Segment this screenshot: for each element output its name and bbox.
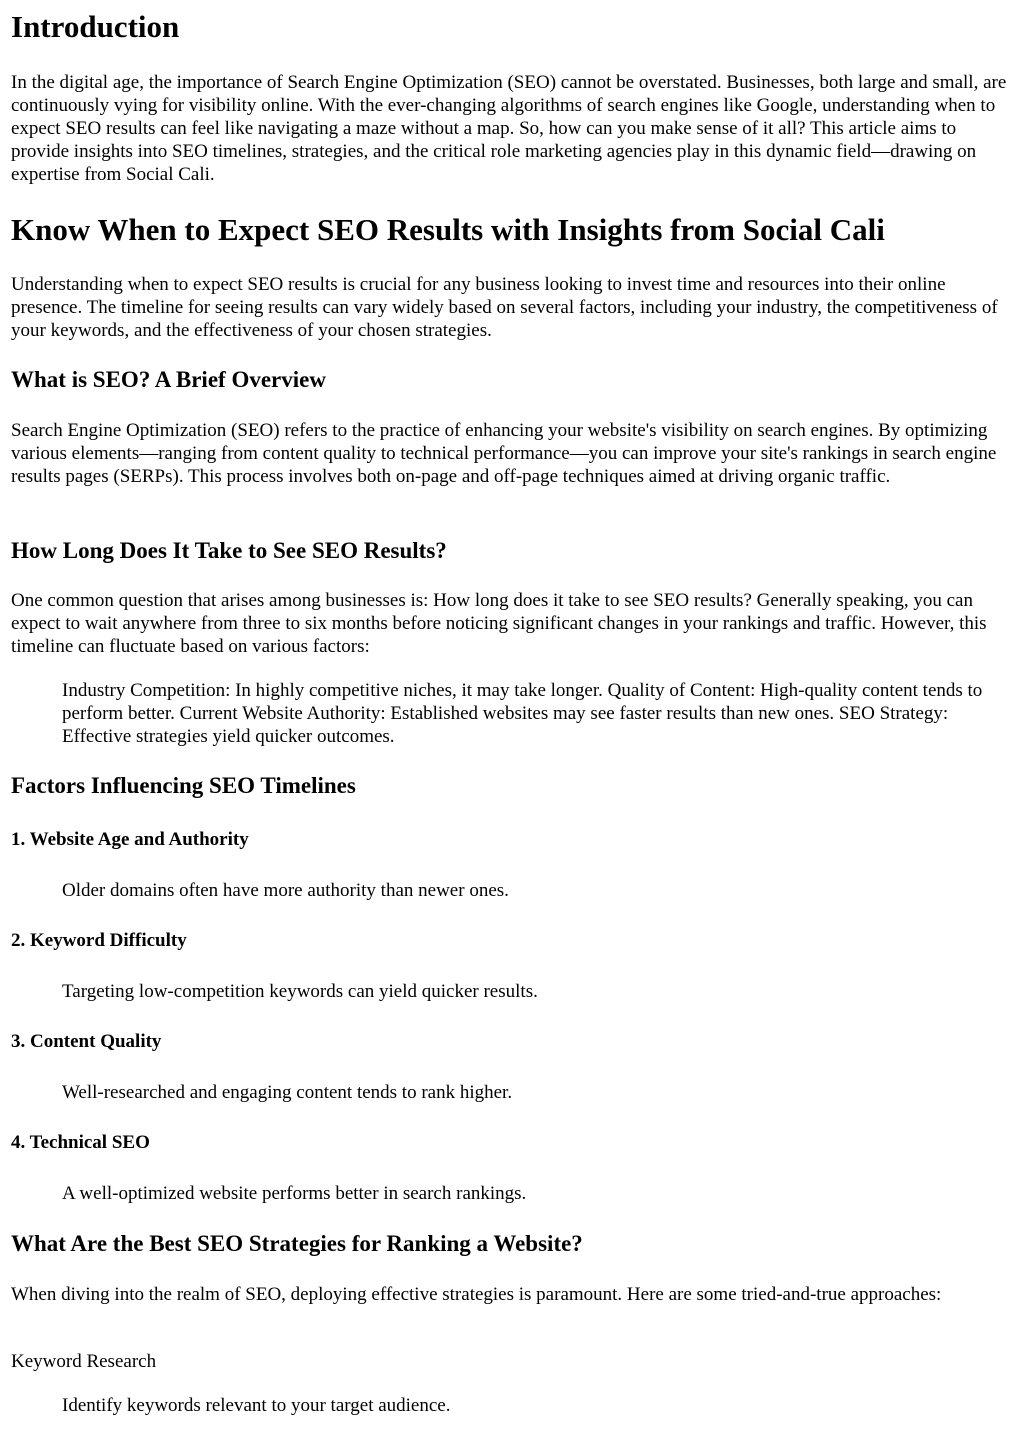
what-is-seo-heading: What is SEO? A Brief Overview — [11, 367, 326, 392]
what-is-seo-paragraph: Search Engine Optimization (SEO) refers to the practice of enhancing your website's visibility on search engines. By optimizing various elements—ranging from content quality to technical performance—you can improve your site's rankings in search engine results pages (SERPs). This process involves both on-page and off-page techniques aimed at driving organic traffic. — [11, 420, 997, 487]
intro-paragraph: In the digital age, the importance of Search Engine Optimization (SEO) cannot be overstated. Businesses, both large and small, are continuously vying for visibility online. With the ever-changing algorithms of search engines like Google, understanding when to expect SEO results can feel like navigating a maze without a map. So, how can you make sense of it all? This article aims to provide insights into SEO timelines, strategies, and the critical role marketing agencies play in this dynamic field—drawing on expertise from Social Cali. — [11, 72, 1007, 185]
factor-text-2: Targeting low-competition keywords can yield quicker results. — [62, 981, 538, 1002]
factor-text-3: Well-researched and engaging content tends to rank higher. — [62, 1082, 513, 1103]
factor-title-4: 4. Technical SEO — [11, 1132, 150, 1153]
factor-text-4: A well-optimized website performs better in search rankings. — [62, 1183, 527, 1204]
factor-title-1: 1. Website Age and Authority — [11, 829, 249, 850]
main-heading: Know When to Expect SEO Results with Insights from Social Cali — [11, 212, 885, 247]
strategy-label-keyword-research: Keyword Research — [11, 1351, 157, 1372]
strategies-heading: What Are the Best SEO Strategies for Ranking a Website? — [11, 1231, 583, 1256]
main-paragraph: Understanding when to expect SEO results is crucial for any business looking to invest time and resources into their online presence. The timeline for seeing results can vary widely based on several factors, including your industry, the competitiveness of your keywords, and the effectiveness of your chosen strategies. — [11, 274, 998, 341]
factors-quote: Industry Competition: In highly competitive niches, it may take longer. Quality of Content: High-quality content tends to perform better. Current Website Authority: Established websites may see faster results than new ones. SEO Strategy: Effective strategies yield quicker outcomes. — [62, 680, 983, 747]
factor-title-2: 2. Keyword Difficulty — [11, 930, 187, 951]
factor-text-1: Older domains often have more authority than newer ones. — [62, 880, 509, 901]
factor-title-3: 3. Content Quality — [11, 1031, 162, 1052]
how-long-paragraph: One common question that arises among businesses is: How long does it take to see SEO results? Generally speaking, you can expect to wait anywhere from three to six months before noticing significant changes in your rankings and traffic. However, this timeline can fluctuate based on various factors: — [11, 590, 987, 657]
how-long-heading: How Long Does It Take to See SEO Results? — [11, 538, 447, 563]
strategies-paragraph: When diving into the realm of SEO, deploying effective strategies is paramount. Here are some tried-and-true approaches: — [11, 1284, 942, 1305]
strategy-text-keyword-research: Identify keywords relevant to your target audience. — [62, 1395, 451, 1416]
intro-heading: Introduction — [11, 9, 180, 44]
factors-heading: Factors Influencing SEO Timelines — [11, 773, 356, 798]
